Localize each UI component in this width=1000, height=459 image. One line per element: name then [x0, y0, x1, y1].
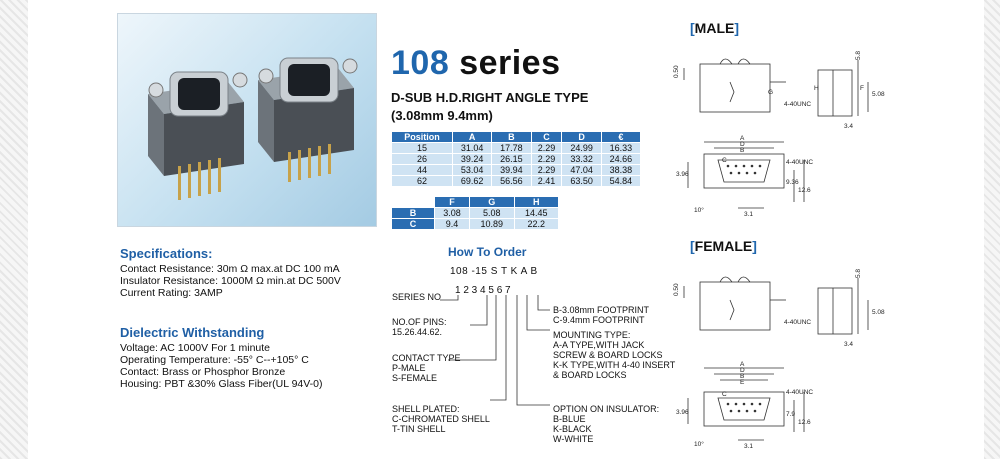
male-dim-4: F: [860, 85, 864, 92]
table-cell: 33.32: [562, 154, 601, 165]
female-dim-1: 5.8: [855, 268, 862, 278]
order-code: 108 -15 S T K A B: [450, 266, 538, 277]
female-dim-9: C: [722, 391, 727, 398]
series-number: 108: [391, 44, 450, 82]
table-cell: 9.4: [435, 219, 470, 230]
table-header-cell: F: [435, 197, 470, 208]
order-pins-values: 15.26.44.62.: [392, 327, 443, 337]
order-mounting-k2: & BOARD LOCKS: [553, 370, 627, 380]
table-cell: 10.89: [470, 219, 514, 230]
table-cell: 17.78: [492, 143, 531, 154]
female-dim-10: 4-40UNC: [786, 389, 814, 396]
order-mounting-label: MOUNTING TYPE:: [553, 330, 631, 340]
specifications-heading: Specifications:: [120, 246, 213, 261]
table-cell: 16.33: [601, 143, 640, 154]
table-header-cell: H: [514, 197, 559, 208]
table-cell: 14.45: [514, 208, 559, 219]
series-word: series: [459, 44, 561, 82]
female-dim-15: 3.1: [744, 443, 754, 450]
table-cell: 15: [392, 143, 453, 154]
male-dim-17: 3.1: [744, 211, 754, 218]
spec-current-rating: Current Rating: 3AMP: [120, 287, 223, 299]
spec-insulator-resistance: Insulator Resistance: 1000M Ω min.at DC 500V: [120, 275, 341, 287]
order-contact-male: P-MALE: [392, 363, 426, 373]
female-dim-3: 4-40UNC: [784, 319, 812, 326]
female-dim-8: E: [740, 379, 745, 386]
table-cell: 24.66: [601, 154, 640, 165]
order-footprint-b: B-3.08mm FOOTPRINT: [553, 305, 650, 315]
order-code-positions: 1 2 3 4 5 6 7: [455, 285, 511, 296]
male-dim-14: 9.36: [786, 179, 799, 186]
female-dim-2: 5.08: [872, 309, 885, 316]
order-series-no: SERIES NO: [392, 292, 442, 302]
order-mounting-k1: K-K TYPE,WITH 4-40 INSERT: [553, 360, 676, 370]
order-shell-label: SHELL PLATED:: [392, 404, 460, 414]
male-label: [MALE]: [690, 20, 740, 36]
female-dim-11: 3.96: [676, 409, 689, 416]
product-subtitle: D-SUB H.D.RIGHT ANGLE TYPE: [391, 90, 589, 105]
order-contact-female: S-FEMALE: [392, 373, 438, 383]
male-dim-9: D: [740, 141, 745, 148]
table-row-label: B: [392, 208, 435, 219]
order-contact-label: CONTACT TYPE: [392, 353, 461, 363]
table-cell: 2.41: [531, 176, 562, 187]
male-dim-15: 12.6: [798, 187, 811, 194]
table-cell: 69.62: [453, 176, 492, 187]
order-mounting-a1: A-A TYPE,WITH JACK: [553, 340, 645, 350]
dielectric-temperature: Operating Temperature: -55° C--+105° C: [120, 354, 309, 366]
order-shell-tin: T-TIN SHELL: [392, 424, 446, 434]
table-header-cell: D: [562, 132, 601, 143]
female-dim-4: 3.4: [844, 341, 854, 348]
table-cell: 63.50: [562, 176, 601, 187]
dielectric-heading: Dielectric Withstanding: [120, 325, 265, 340]
table-cell: 39.94: [492, 165, 531, 176]
female-dim-14: 10°: [694, 441, 704, 448]
table-cell: 54.84: [601, 176, 640, 187]
table-cell: 31.04: [453, 143, 492, 154]
how-to-order-heading: How To Order: [448, 245, 527, 259]
male-dim-7: 3.4: [844, 123, 854, 130]
table-cell: 3.08: [435, 208, 470, 219]
male-dim-10: B: [740, 147, 745, 154]
male-dim-6: 4-40UNC: [784, 101, 812, 108]
table-cell: 47.04: [562, 165, 601, 176]
spec-contact-resistance: Contact Resistance: 30m Ω max.at DC 100 mA: [120, 263, 340, 275]
dielectric-contact: Contact: Brass or Phosphor Bronze: [120, 366, 286, 378]
male-dim-3: H: [814, 85, 819, 92]
male-dim-0: 0.50: [673, 65, 680, 78]
table-cell: 26: [392, 154, 453, 165]
male-dim-16: 10°: [694, 207, 704, 214]
order-mounting-a2: SCREW & BOARD LOCKS: [553, 350, 663, 360]
female-technical-drawing: [668, 260, 888, 450]
table-cell: 2.29: [531, 143, 562, 154]
dielectric-voltage: Voltage: AC 1000V For 1 minute: [120, 342, 271, 354]
order-shell-chromated: C-CHROMATED SHELL: [392, 414, 490, 424]
order-option-label: OPTION ON INSULATOR:: [553, 404, 660, 414]
female-dim-6: D: [740, 367, 745, 374]
table-cell: 62: [392, 176, 453, 187]
table-row-label: C: [392, 219, 435, 230]
table-cell: 53.04: [453, 165, 492, 176]
male-dim-1: 5.8: [855, 50, 862, 60]
table-cell: 24.99: [562, 143, 601, 154]
table-header-cell: €: [601, 132, 640, 143]
order-option-white: W-WHITE: [553, 434, 594, 444]
order-pins-label: NO.OF PINS:: [392, 317, 447, 327]
order-option-blue: B-BLUE: [553, 414, 586, 424]
order-footprint-c: C-9.4mm FOOTPRINT: [553, 315, 645, 325]
table-header-cell: C: [531, 132, 562, 143]
female-dim-5: A: [740, 361, 745, 368]
order-option-black: K-BLACK: [553, 424, 592, 434]
table-header-cell: Position: [392, 132, 453, 143]
male-label-text: MALE: [694, 20, 735, 36]
female-dim-12: 7.9: [786, 411, 796, 418]
male-dim-12: 3.96: [676, 171, 689, 178]
table-cell: 22.2: [514, 219, 559, 230]
table-cell: 2.29: [531, 154, 562, 165]
table-header-cell: A: [453, 132, 492, 143]
table-cell: 39.24: [453, 154, 492, 165]
product-subtitle-footprint: (3.08mm 9.4mm): [391, 108, 493, 123]
table-header-cell: B: [492, 132, 531, 143]
table-cell: 26.15: [492, 154, 531, 165]
male-dim-8: A: [740, 135, 745, 142]
table-cell: 56.56: [492, 176, 531, 187]
table-cell: 5.08: [470, 208, 514, 219]
dielectric-housing: Housing: PBT &30% Glass Fiber(UL 94V-0): [120, 378, 323, 390]
female-label-text: FEMALE: [694, 238, 753, 254]
table-cell: 2.29: [531, 165, 562, 176]
male-dim-11: C: [722, 157, 727, 164]
table-header-cell: G: [470, 197, 514, 208]
table-cell: 38.38: [601, 165, 640, 176]
female-dim-13: 12.6: [798, 419, 811, 426]
male-dim-5: 5.08: [872, 91, 885, 98]
male-dim-2: G: [768, 89, 774, 96]
female-dim-0: 0.50: [673, 283, 680, 296]
female-label: [FEMALE]: [690, 238, 757, 254]
table-cell: 44: [392, 165, 453, 176]
male-dim-13: 4-40UNC: [786, 159, 814, 166]
male-technical-drawing: [668, 42, 888, 222]
female-dim-7: B: [740, 373, 745, 380]
